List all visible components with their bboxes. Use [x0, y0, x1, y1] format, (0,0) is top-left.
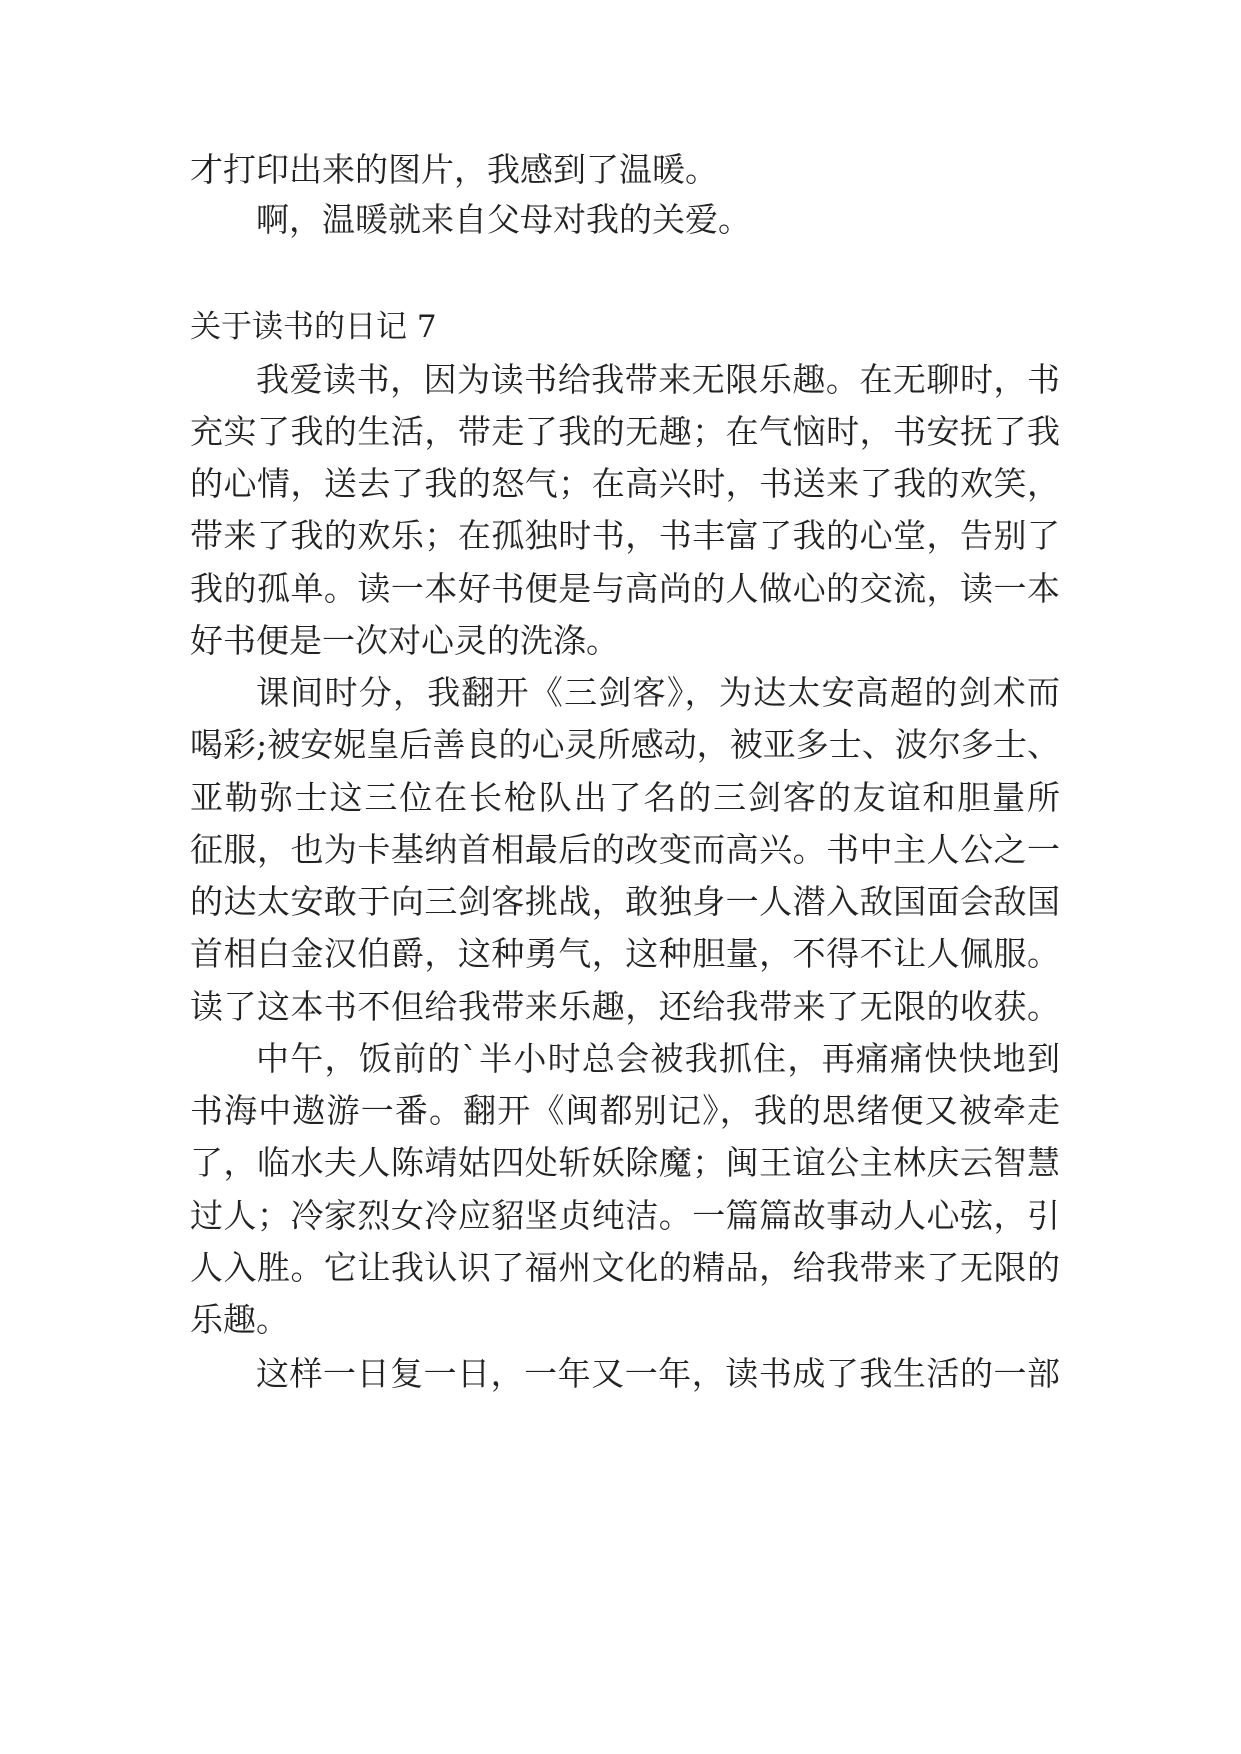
paragraph-3-line: 乐趣。 [190, 1300, 289, 1339]
paragraph-3-line: 中午，饭前的`半小时总会被我抓住，再痛痛快快地到 [256, 1039, 1060, 1078]
paragraph-2-line: 喝彩;被安妮皇后善良的心灵所感动，被亚多士、波尔多士、 [190, 725, 1060, 764]
paragraph-1-line: 我爱读书，因为读书给我带来无限乐趣。在无聊时，书 [256, 360, 1060, 399]
paragraph-2-line: 课间时分，我翻开《三剑客》，为达太安高超的剑术而 [256, 673, 1060, 712]
paragraph-4-line: 这样一日复一日，一年又一年，读书成了我生活的一部 [256, 1354, 1060, 1393]
paragraph-3-line: 了，临水夫人陈靖姑四处斩妖除魔；闽王谊公主林庆云智慧 [190, 1143, 1060, 1182]
paragraph-1-line: 我的孤单。读一本好书便是与高尚的人做心的交流，读一本 [190, 569, 1060, 608]
section-title: 关于读书的日记 7 [190, 309, 437, 345]
paragraph-1-line: 的心情，送去了我的怒气；在高兴时，书送来了我的欢笑， [190, 464, 1060, 503]
paragraph-1-line: 好书便是一次对心灵的洗涤。 [190, 621, 619, 660]
paragraph-1-line: 充实了我的生活，带走了我的无趣；在气恼时，书安抚了我 [190, 412, 1060, 451]
paragraph-2-line: 的达太安敢于向三剑客挑战，敢独身一人潜入敌国面会敌国 [190, 882, 1060, 921]
paragraph-2-line: 亚勒弥士这三位在长枪队出了名的三剑客的友谊和胆量所 [190, 778, 1060, 817]
paragraph-2-line: 首相白金汉伯爵，这种勇气，这种胆量，不得不让人佩服。 [190, 934, 1060, 973]
paragraph-2-line: 征服，也为卡基纳首相最后的改变而高兴。书中主人公之一 [190, 830, 1060, 869]
continuation-line-1: 才打印出来的图片，我感到了温暖。 [190, 150, 718, 189]
paragraph-2-line: 读了这本书不但给我带来乐趣，还给我带来了无限的收获。 [190, 987, 1060, 1026]
paragraph-1-line: 带来了我的欢乐；在孤独时书，书丰富了我的心堂，告别了 [190, 516, 1060, 555]
paragraph-3-line: 书海中遨游一番。翻开《闽都别记》，我的思绪便又被牵走 [190, 1091, 1060, 1130]
paragraph-3-line: 人入胜。它让我认识了福州文化的精品，给我带来了无限的 [190, 1248, 1060, 1287]
continuation-line-2: 啊，温暖就来自父母对我的关爱。 [256, 200, 751, 239]
paragraph-3-line: 过人；冷家烈女冷应貂坚贞纯洁。一篇篇故事动人心弦，引 [190, 1196, 1060, 1235]
